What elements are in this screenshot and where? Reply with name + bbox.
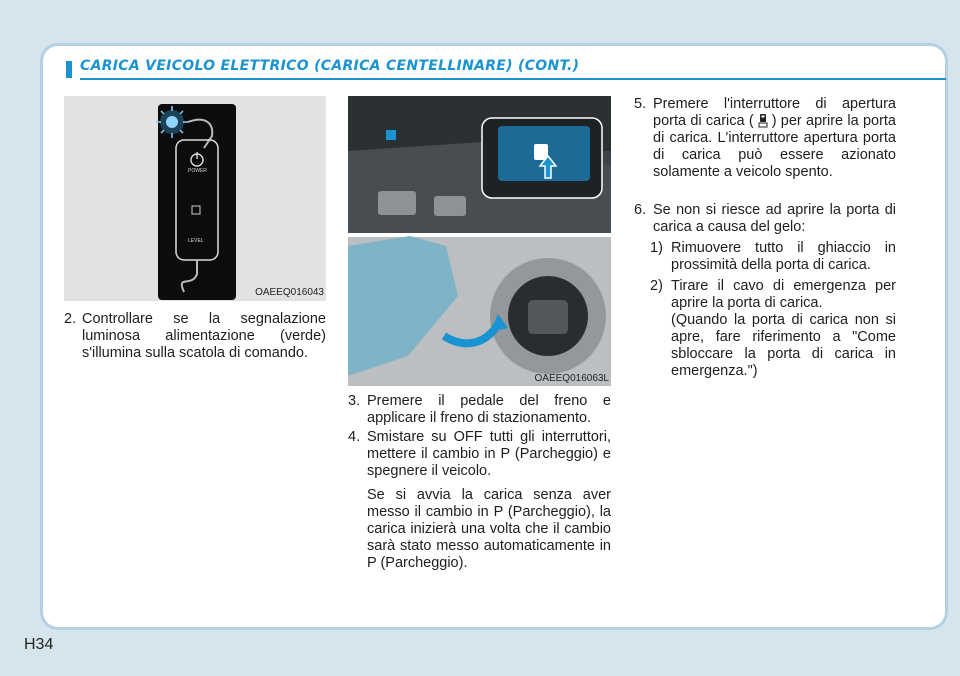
step-6-1 <box>650 240 896 274</box>
step-number: 2. <box>64 311 77 327</box>
charge-door-illustration <box>348 96 611 386</box>
substep-text: Tirare il cavo di emergenza per aprire la porta di carica. <box>671 278 896 311</box>
figure-code: OAEEQ016043 <box>255 287 324 298</box>
step-number: 6. <box>634 202 647 218</box>
control-box-illustration <box>64 96 326 301</box>
charge-door-figure <box>348 96 611 386</box>
substep-note: (Quando la porta di carica non si apre, fare riferimento a "Come sbloccare la porta di carica in emergenza.") <box>671 312 896 379</box>
figure-code: OAEEQ016063L <box>534 373 609 384</box>
step-3 <box>348 393 611 427</box>
step-number: 5. <box>634 96 647 112</box>
step-number: 3. <box>348 393 361 409</box>
step-text: Controllare se la segnalazione luminosa alimentazione (verde) s'illumina sulla scatola di comando. <box>82 311 326 361</box>
step-text <box>653 96 896 181</box>
note-text: Se si avvia la carica senza aver messo il cambio in P (Parcheggio), la carica inizierà una volta che il cambio sarà stato messo automaticamente in P (Parcheggio). <box>367 487 611 571</box>
substep-text: Rimuovere tutto il ghiaccio in prossimità della porta di carica. <box>671 240 896 273</box>
charge-door-switch-icon <box>756 113 770 128</box>
level-label: LEVEL <box>188 238 204 244</box>
step-text-part-b: ) per aprire la porta di carica. L'interruttore apertura porta di carica può essere azionato solamente a veicolo spento. <box>653 113 896 180</box>
substep-number: 2) <box>650 278 663 294</box>
step-text-part-a: Premere l'interruttore di apertura porta di carica ( <box>653 96 896 129</box>
step-5 <box>634 96 896 181</box>
step-4 <box>348 429 611 480</box>
page-title: CARICA VEICOLO ELETTRICO (CARICA CENTELLINARE) (CONT.) <box>80 58 580 74</box>
page-number: H34 <box>24 636 54 653</box>
power-label: POWER <box>188 168 207 174</box>
step-text: Smistare su OFF tutti gli interruttori, mettere il cambio in P (Parcheggio) e spegnere il veicolo. <box>367 429 611 479</box>
title-underline <box>80 78 946 80</box>
step-text: Premere il pedale del freno e applicare il freno di stazionamento. <box>367 393 611 426</box>
step-6 <box>634 202 896 236</box>
step-4-note <box>367 487 611 572</box>
step-2 <box>64 311 326 362</box>
step-6-2 <box>650 278 896 380</box>
title-accent-bar <box>66 61 72 78</box>
step-number: 4. <box>348 429 361 445</box>
substep-number: 1) <box>650 240 663 256</box>
control-box-figure <box>64 96 326 301</box>
section-header <box>66 57 946 81</box>
step-text: Se non si riesce ad aprire la porta di carica a causa del gelo: <box>653 202 896 235</box>
